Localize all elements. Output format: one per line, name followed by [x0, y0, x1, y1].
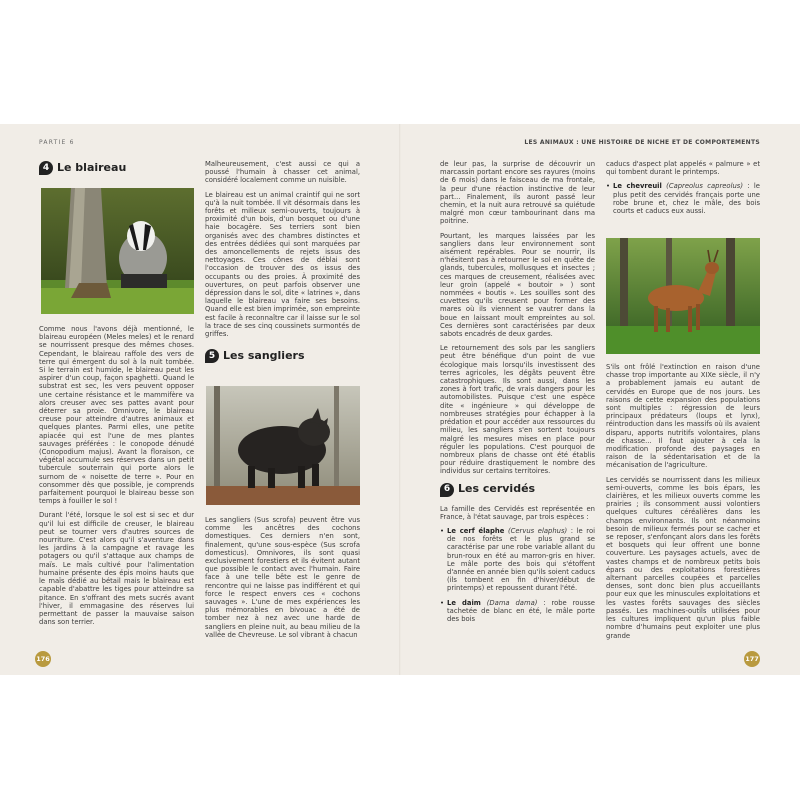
boar-image [206, 386, 360, 505]
species-latin: (Cervus elaphus) [507, 526, 568, 535]
species-name: Le chevreuil [613, 182, 662, 191]
paragraph: Les sangliers (Sus scrofa) peuvent être vus comme les ancêtres des cochons domestiques. Ces derniers n'en sont, finalement, qu'une sous-espèce (Sus scrofa domesticus). Omnivores, ils sont quasi exclusivement forestiers et ils évitent autant que possible le contact avec l'humain. Faire face à une telle bête est le genre de rencontre qui ne laisse pas indifférent et qui force le respect envers ces « cochons sauvages ». L'une de mes expériences les plus mémorables en bivouac a été de tomber nez à nez avec une harde de sangliers en pleine nuit, au beau milieu de la vallée de Chevreuse. Le sol vibrant à chacun [205, 516, 360, 639]
paragraph: Pourtant, les marques laissées par les sangliers dans leur environnement sont aisément repérables. Pour se nourrir, ils n'hésitent pas à retourner le sol en quête de glands, tubercules, mollusques et insectes ; ces marques de creusement, réalisées avec leur groin (appelé « boutoir » ) sont nommées « boutis ». Les souilles sont des cuvettes qu'ils creusent pour former des mares où ils viennent se vautrer dans la boue en laissant moult empreintes au sol. Ces dernières sont caractérisées par deux sabots encadrés de deux gardes. [440, 231, 595, 339]
species-name: Le daim [447, 598, 481, 607]
column-1 [39, 160, 194, 183]
paragraph: de leur pas, la surprise de découvrir un marcassin portant encore ses rayures (moins de 6 mois) dans le faisceau de ma frontale, la peur d'une réaction instinctive de leur part... Finalement, ils auront passé leur chemin, et la nuit aura retrouvé sa quiétude malgré mon cœur tambourinant dans ma poitrine. [440, 160, 595, 226]
column-3 [440, 160, 595, 629]
section-number-badge: 4 [39, 161, 53, 175]
heading-text: Les cervidés [458, 482, 536, 496]
column-4 [606, 160, 760, 221]
running-head-right: LES ANIMAUX : UNE HISTOIRE DE NICHE ET DE COMPORTEMENTS [524, 139, 760, 146]
species-text: : robe rousse tachetée de blanc en été, le mâle porte des bois [447, 598, 595, 623]
paragraph: Malheureusement, c'est aussi ce qui a poussé l'humain à chasser cet animal, considéré localement comme un nuisible. [205, 160, 360, 185]
paragraph: Le blaireau est un animal craintif qui ne sort qu'à la nuit tombée. Il vit désormais dans les forêts et milieux semi-ouverts, toujours à proximité d'un bois, d'un bosquet ou d'une haie bocagère. Ses terriers sont bien organisés avec des chambres distinctes et des entrées dédiées qui sont marquées par des amoncellements de rejets issus des nettoyages. Ces cônes de déblai sont l'occasion de trouver des os issus des occupants ou des proies. À proximité des ouvertures, on peut parfois observer une dépression dans le sol, dite « latrines », dans laquelle le blaireau va faire ses besoins. Quand elle est bien imprimée, son empreinte est facile à reconnaître car il laisse sur le sol la trace de ses cinq coussinets surmontés de griffes. [205, 190, 360, 339]
section-number-badge: 5 [205, 349, 219, 363]
column-1-text [39, 325, 194, 632]
badger-image [41, 188, 194, 314]
column-2 [205, 160, 360, 371]
species-name: Le cerf élaphe [447, 526, 505, 535]
column-2-text [205, 516, 360, 645]
section-number-badge: 6 [440, 483, 454, 497]
paragraph: S'ils ont frôlé l'extinction en raison d'une chasse trop importante au XIXe siècle, il n'y a probablement jamais eu autant de cervidés en Europe que de nos jours. Les raisons de cette expansion des populations sont multiples : régression de leurs principaux prédateurs (loups et lynx), réintroduction dans les massifs où ils avaient disparu, apports nutritifs volontaires, plans de chasse... Il faut ajouter à cela la modification profonde des paysages en raison de la sédentarisation et de la mécanisation de l'agriculture. [606, 363, 760, 470]
column-4-text [606, 363, 760, 646]
bullet-fallow-deer [440, 599, 595, 624]
paragraph: Le retournement des sols par les sangliers peut être bénéfique d'un point de vue écologique mais lorsqu'ils investissent des terres agricoles, les dégâts peuvent être catastrophiques. Ils sont aussi, dans les zones à fort trafic, de vrais dangers pour les automobilistes. Puisque c'est une espèce dite « ingénieure » qui développe de nombreuses stratégies pour échapper à la prédation et pour accéder aux ressources du milieu, les sangliers s'en sortent toujours malgré les mesures mises en place pour réguler les populations. C'est pourquoi de nombreux plans de chasse ont été établis pour réduire drastiquement le nombre des individus sur certains territoires. [440, 344, 595, 476]
species-latin: (Dama dama) [486, 598, 538, 607]
running-head-left: PARTIE 6 [39, 139, 75, 146]
bullet-roe-deer [606, 182, 760, 215]
roe-deer-photo [606, 238, 760, 354]
paragraph: Comme nous l'avons déjà mentionné, le blaireau européen (Meles meles) et le renard se nourrissent presque des mêmes choses. Cependant, le blaireau raffole des vers de terre qui émergent du sol à la nuit tombée. Si le terrain est humide, le blaireau peut les aspirer d'un coup, façon spaghetti. Quand le substrat est sec, les vers peuvent opposer une certaine résistance et le mammifère va alors creuser avec ses pattes avant pour déterrer sa proie. Omnivore, le blaireau creuse pour atteindre d'autres animaux et quelques plantes. Parmi elles, une petite apiacée qui est l'une de mes plantes sauvages préférées : le conopode dénudé (Conopodium majus). Avant la floraison, ce végétal accumule ses réserves dans un petit tubercule souterrain qui porte alors le surnom de « noisette de terre ». Pour en consommer dès que possible, je comprends parfaitement pourquoi le blaireau besse son temps à fouiller le sol ! [39, 325, 194, 506]
species-text: : le roi de nos forêts et le plus grand se caractérise par une robe variable allant du brun-roux en été au marron-gris en hiver. Le mâle porte des bois qui s'étoffent d'année en année bien qu'ils soient caducs (ils tombent en fin d'hiver/début de printemps) et repoussent durant l'été. [447, 526, 595, 593]
gutter [399, 124, 401, 675]
heading-text: Les sangliers [223, 349, 305, 363]
page-number-left: 176 [35, 651, 51, 667]
paragraph: Durant l'été, lorsque le sol est si sec et dur qu'il lui est difficile de creuser, le blaireau peut se tourner vers d'autres sources de nourriture. C'est alors qu'il s'aventure dans les jardins à la campagne et ravage les potagers ou qu'il s'attaque aux champs de maïs. Le maïs cultivé pour l'alimentation humaine présente des épis moins hauts que le maïs dédié au bétail mais le blaireau est capable d'abattre les tiges pour atteindre sa pitance. En s'offrant des mets sucrés avant l'hiver, il emmagasine des réserves lui permettant de passer la mauvaise saison dans son terrier. [39, 511, 194, 627]
section-heading-badger [39, 160, 194, 176]
boar-photo [206, 386, 360, 505]
section-heading-boars [205, 348, 360, 364]
heading-text: Le blaireau [57, 160, 127, 174]
book-spread [0, 124, 800, 675]
badger-photo [41, 188, 194, 314]
species-latin: (Capreolus capreolus) [666, 182, 743, 191]
paragraph: caducs d'aspect plat appelés « palmure » et qui tombent durant le printemps. [606, 160, 760, 177]
page-number-right: 177 [744, 651, 760, 667]
roe-deer-image [606, 238, 760, 354]
section-heading-deer [440, 482, 595, 498]
bullet-red-deer [440, 527, 595, 593]
paragraph: Les cervidés se nourrissent dans les milieux semi-ouverts, comme les bois épars, les clairières, et les milieux ouverts comme les prairies ; ils consomment aussi volontiers quelques cultures céréalières dans les champs environnants. Ils ont néanmoins besoin de milieux fermés pour se cacher et se reposer, s'enfonçant alors dans les forêts et bosquets qui leur offrent une bonne couverture. Les paysages actuels, avec de vastes champs et de nombreux petits bois épars ou des exploitations forestières alternant parcelles coupées et parcelles denses, sont donc bien plus accueillants pour eux que les minuscules exploitations et les vastes forêts sauvages des siècles passés. Les machines-outils utilisées pour les cultures impliquent qu'un plus faible nombre d'humains peut exploiter une plus grande [606, 475, 760, 640]
species-text: : le plus petit des cervidés français porte une robe brune et, chez le mâle, des bois courts et caducs eux aussi. [613, 182, 760, 216]
paragraph: La famille des Cervidés est représentée en France, à l'état sauvage, par trois espèces : [440, 504, 595, 521]
